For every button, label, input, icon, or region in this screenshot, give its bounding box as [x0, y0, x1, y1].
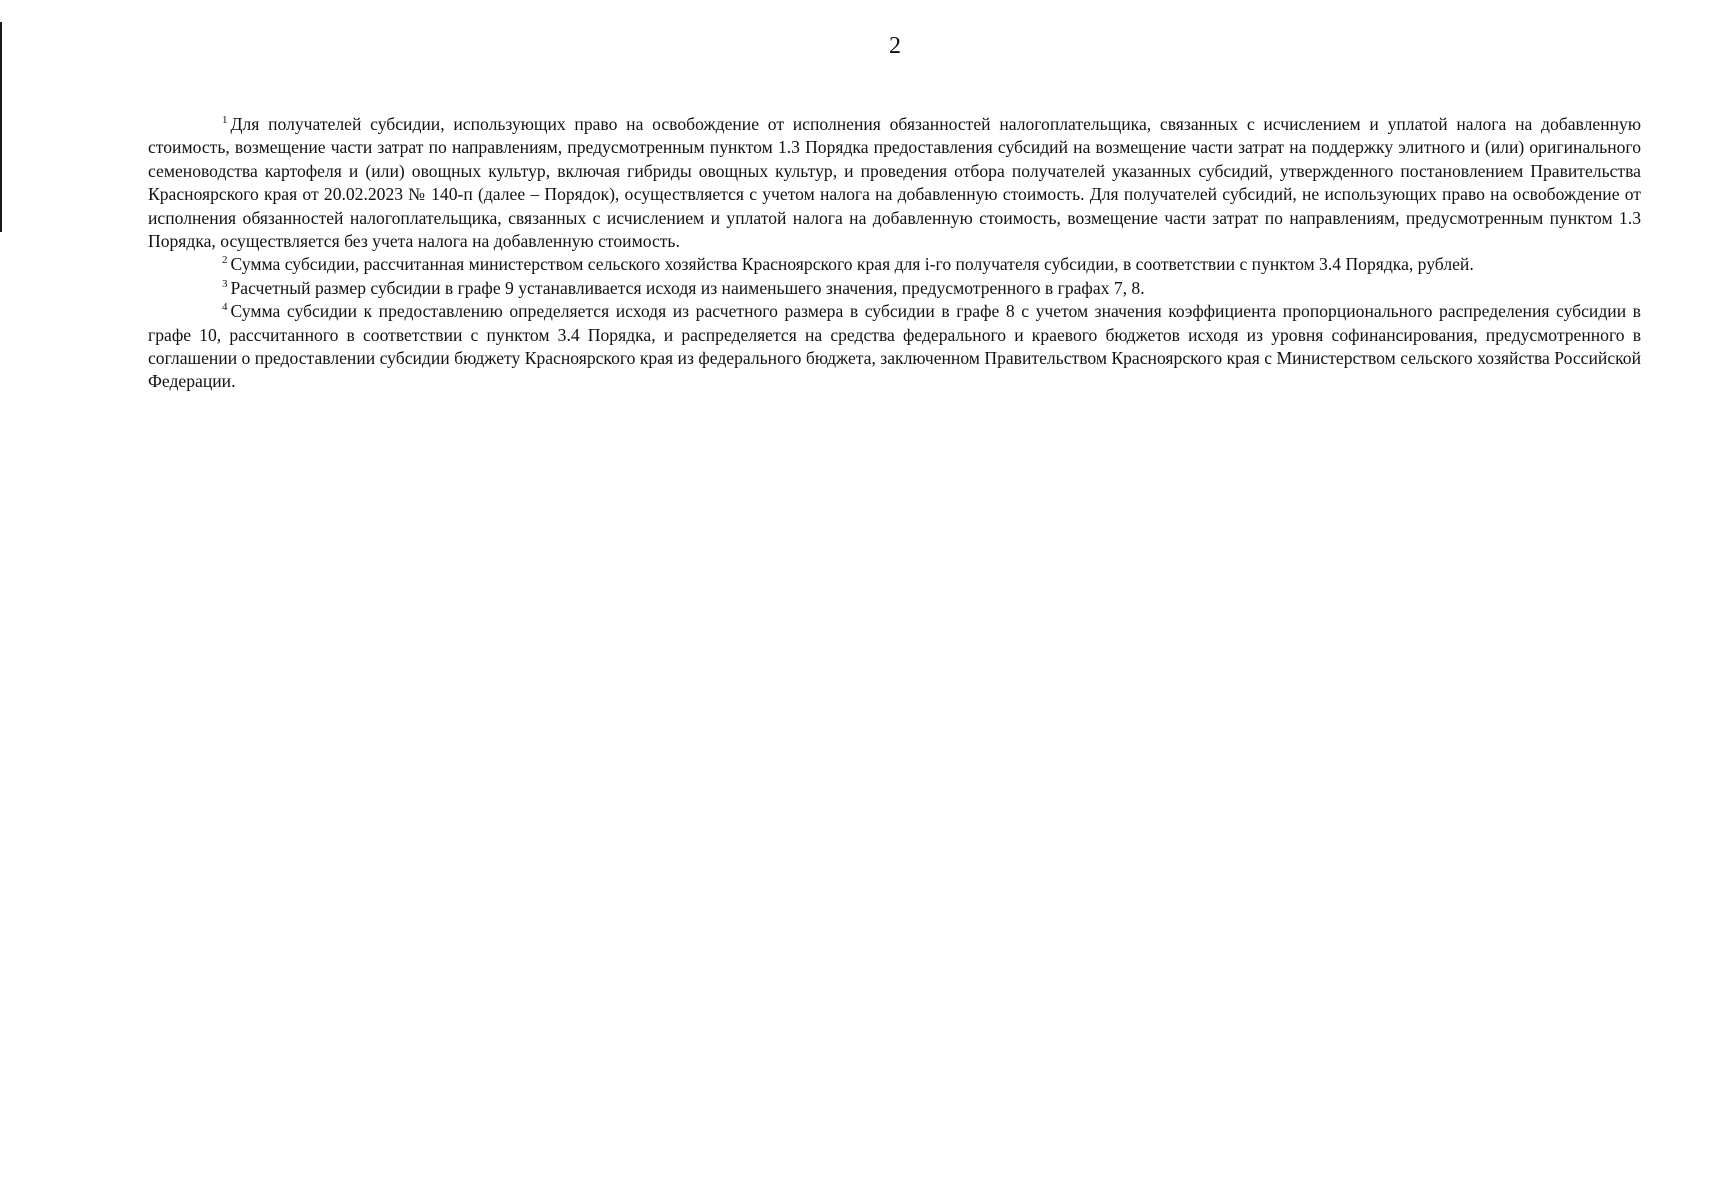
footnote-text: Расчетный размер субсидии в графе 9 устанавливается исходя из наименьшего значения, предусмотренного в графах 7, 8. [230, 277, 1145, 298]
footnote-text: Сумма субсидии к предоставлению определяется исходя из расчетного размера в субсидии в графе 8 с учетом значения коэффициента пропорционального распределения субсидии в графе 10, рассчитанного в соответствии с пунктом 3.4 Порядка, и распределяется на средства федерального и краевого бюджетов исходя из уровня софинансирования, предусмотренного в соглашении о предоставлении субсидии бюджету Красноярского края из федерального бюджета, заключенном Правительством Красноярского края с Министерством сельского хозяйства Российской Федерации. [148, 301, 1641, 392]
page-number: 2 [889, 33, 901, 59]
footnote-marker: 4 [222, 301, 228, 314]
footnote-marker: 3 [222, 277, 228, 290]
footnote-text: Сумма субсидии, рассчитанная министерством сельского хозяйства Красноярского края для i-го получателя субсидии, в соответствии с пунктом 3.4 Порядка, рублей. [230, 254, 1474, 275]
footnote-2 [148, 253, 1641, 276]
footnote-4 [148, 300, 1641, 394]
footnote-marker: 1 [222, 114, 228, 126]
footnotes-block [148, 113, 1641, 394]
footnote-1 [148, 113, 1641, 253]
footnote-marker: 2 [222, 254, 228, 267]
footnote-3 [148, 277, 1641, 300]
footnote-text: Для получателей субсидии, использующих право на освобождение от исполнения обязанностей налогоплательщика, связанных с исчислением и уплатой налога на добавленную стоимость, возмещение части затрат по направлениям, предусмотренным пунктом 1.3 Порядка предоставления субсидий на возмещение части затрат на поддержку элитного и (или) оригинального семеноводства картофеля и (или) овощных культур, включая гибриды овощных культур, и проведения отбора получателей указанных субсидий, утвержденного постановлением Правительства Красноярского края от 20.02.2023 № 140-п (далее – Порядок), осуществляется с учетом налога на добавленную стоимость. Для получателей субсидий, не использующих право на освобождение от исполнения обязанностей налогоплательщика, связанных с исчислением и уплатой налога на добавленную стоимость, возмещение части затрат по направлениям, предусмотренным пунктом 1.3 Порядка, осуществляется без учета налога на добавленную стоимость. [148, 114, 1641, 252]
